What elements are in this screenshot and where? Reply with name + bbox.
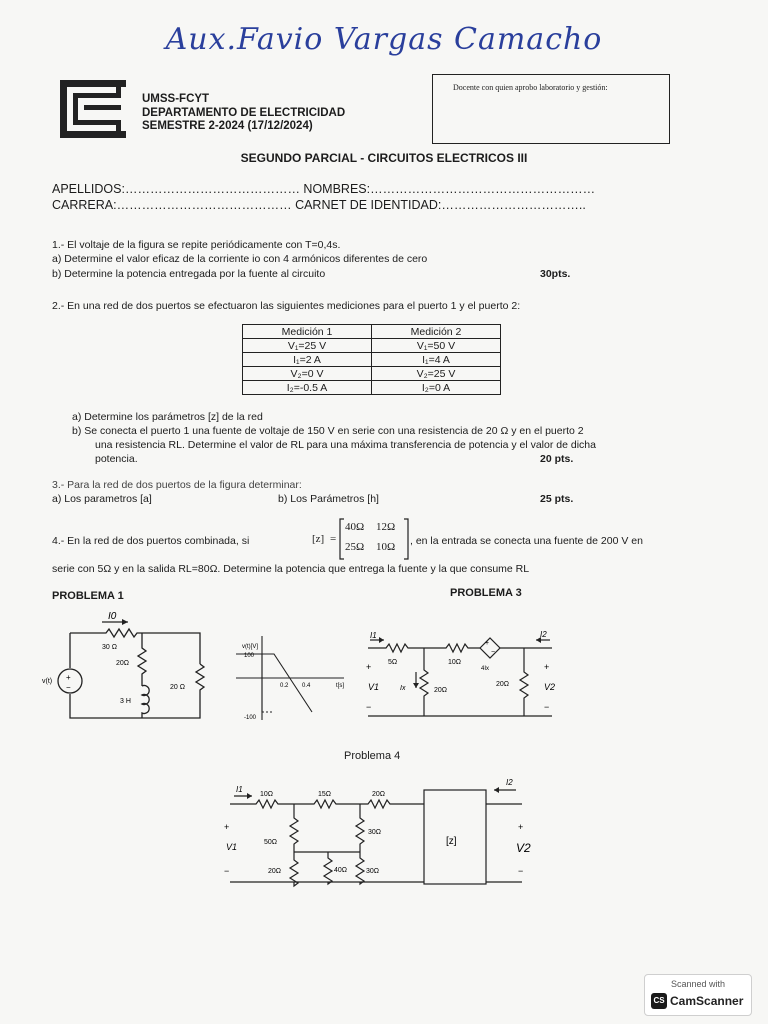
problem2-item-b-line3: potencia. [95,453,138,465]
circuit3-ix-label: Ix [400,685,406,692]
svg-text:+: + [66,673,71,682]
graph-t2: 0.4 [302,683,311,689]
problem4-suffix: , en la entrada se conecta una fuente de 200 V en [410,535,643,547]
exam-title: SEGUNDO PARCIAL - CIRCUITOS ELECTRICOS III [240,151,528,165]
circuit3-v1-label: V1 [368,682,380,692]
table-row: I₂=-0.5 A I₂=0 A [243,381,501,395]
circuit4-r3-label: 20Ω [372,791,386,798]
problem3-points: 25 pts. [540,493,574,505]
graph-ymin: -100 [244,715,257,721]
university-logo-icon [58,78,128,140]
voltage-graph-problem1 [230,632,352,722]
docente-box-label: Docente con quien aprobo laboratorio y gestión: [453,83,608,92]
circuit3-v1-minus: − [366,702,372,712]
table-row: I₁=2 A I₁=4 A [243,353,501,367]
circuit4-r4-label: 30Ω [368,829,382,836]
problem2-item-b-line2: una resistencia RL. Determine el valor de RL para una máxima transferencia de potencia y el valor de dicha [95,439,596,451]
handwritten-name: Aux.Favio Vargas Camacho [165,22,603,57]
circuit3-r3-label: 20Ω [434,687,448,694]
table-header: Medición 1 [243,325,372,339]
equals-sign: = [330,533,337,545]
circuit4-v2-label: V2 [516,841,531,855]
semester-date: SEMESTRE 2-2024 (17/12/2024) [142,120,313,132]
measurements-table [242,324,501,395]
problem1-points: 30pts. [540,268,571,280]
carrera-field: CARRERA:…………………………………… CARNET DE IDENTIDAD:…………………………….. [52,198,586,212]
problem2-points: 20 pts. [540,453,574,465]
circuit-problem4 [218,778,538,890]
camscanner-brand: CamScanner [670,994,744,1008]
circuit4-r7-label: 40Ω [334,867,348,874]
label-problema3: PROBLEMA 3 [450,587,522,599]
circuit1-io-label: I0 [108,611,117,622]
problem1-statement: 1.- El voltaje de la figura se repite periódicamente con T=0,4s. [52,239,341,251]
circuit3-v2-minus: − [544,702,550,712]
table-header: Medición 2 [372,325,501,339]
circuit4-v1-label: V1 [226,842,238,852]
matrix-z22: 10Ω [376,541,396,553]
problem4-prefix: 4.- En la red de dos puertos combinada, si [52,535,250,547]
svg-text:−: − [66,683,71,692]
problem4-line2: serie con 5Ω y en la salida RL=80Ω. Determine la potencia que entrega la fuente y la que consume RL [52,563,530,575]
circuit4-v2-plus: + [518,822,524,832]
label-problema4: Problema 4 [344,750,401,762]
svg-text:−: − [491,649,496,656]
problem2-item-b-line1: b) Se conecta el puerto 1 una fuente de voltaje de 150 V en serie con una resistencia de 20 Ω y en el puerto 2 [72,425,584,437]
circuit4-r2-label: 15Ω [318,791,332,798]
camscanner-logo-icon: CS [651,993,667,1009]
matrix-z21: 25Ω [345,541,365,553]
circuit1-r3-label: 20 Ω [170,684,185,691]
circuit4-z-label: [z] [446,836,457,847]
problem3-item-b: b) Los Parámetros [h] [278,493,379,505]
problem3-item-a: a) Los parametros [a] [52,493,152,505]
circuit1-source-label: v(t) [42,678,53,685]
graph-tlabel: t[s] [336,683,345,689]
circuit4-r8-label: 30Ω [366,868,380,875]
circuit3-v2-label: V2 [544,682,556,692]
circuit3-r1-label: 5Ω [388,659,398,666]
circuit1-r2-label: 20Ω [116,660,130,667]
circuit3-v1-plus: + [366,662,372,672]
circuit4-r1-label: 10Ω [260,791,274,798]
camscanner-watermark [644,974,752,1016]
institution-block [142,93,345,134]
svg-text:+: + [485,640,490,647]
graph-t1: 0.2 [280,683,289,689]
circuit1-r1-label: 30 Ω [102,644,117,651]
problem2-statement: 2.- En una red de dos puertos se efectuaron las siguientes mediciones para el puerto 1 y el puerto 2: [52,300,521,312]
circuit4-i1-label: I1 [236,785,243,794]
circuit3-i1-label: I1 [370,631,377,640]
circuit1-l-label: 3 H [120,698,131,705]
circuit-problem3 [360,628,560,720]
table-row: V₂=0 V V₂=25 V [243,367,501,381]
circuit4-v1-minus: − [224,866,230,876]
table-row: V₁=25 V V₁=50 V [243,339,501,353]
circuit3-r4-label: 20Ω [496,681,510,688]
graph-ymax: 100 [244,653,255,659]
graph-ylabel: v(t)[V] [242,644,258,650]
problem2-item-a: a) Determine los parámetros [z] de la red [72,411,263,423]
circuit3-v2-plus: + [544,662,550,672]
problem1-item-b: b) Determine la potencia entregada por la fuente al circuito [52,268,326,280]
problem1-item-a: a) Determine el valor eficaz de la corriente io con 4 armónicos diferentes de cero [52,253,428,265]
circuit4-i2-label: I2 [506,778,513,787]
matrix-z12: 12Ω [376,521,396,533]
docente-box [432,74,670,144]
problem3-statement: 3.- Para la red de dos puertos de la figura determinar: [52,479,302,491]
circuit4-v2-minus: − [518,866,524,876]
apellidos-field: APELLIDOS:…………………………………… NOMBRES:……………………………………………… [52,182,596,196]
circuit4-r6-label: 20Ω [268,868,282,875]
label-problema1: PROBLEMA 1 [52,590,124,602]
circuit4-r5-label: 50Ω [264,839,278,846]
circuit3-dep-label: 4Ix [481,666,490,672]
circuit3-r2-label: 10Ω [448,659,462,666]
camscanner-scanned-text: Scanned with [670,979,726,989]
institution-name: UMSS-FCYT [142,93,210,105]
circuit3-i2-label: I2 [540,630,547,639]
circuit4-v1-plus: + [224,822,230,832]
matrix-z11: 40Ω [345,521,365,533]
z-symbol: [z] [312,533,325,545]
department-name: DEPARTAMENTO DE ELECTRICIDAD [142,106,346,119]
circuit-problem1 [42,608,217,730]
